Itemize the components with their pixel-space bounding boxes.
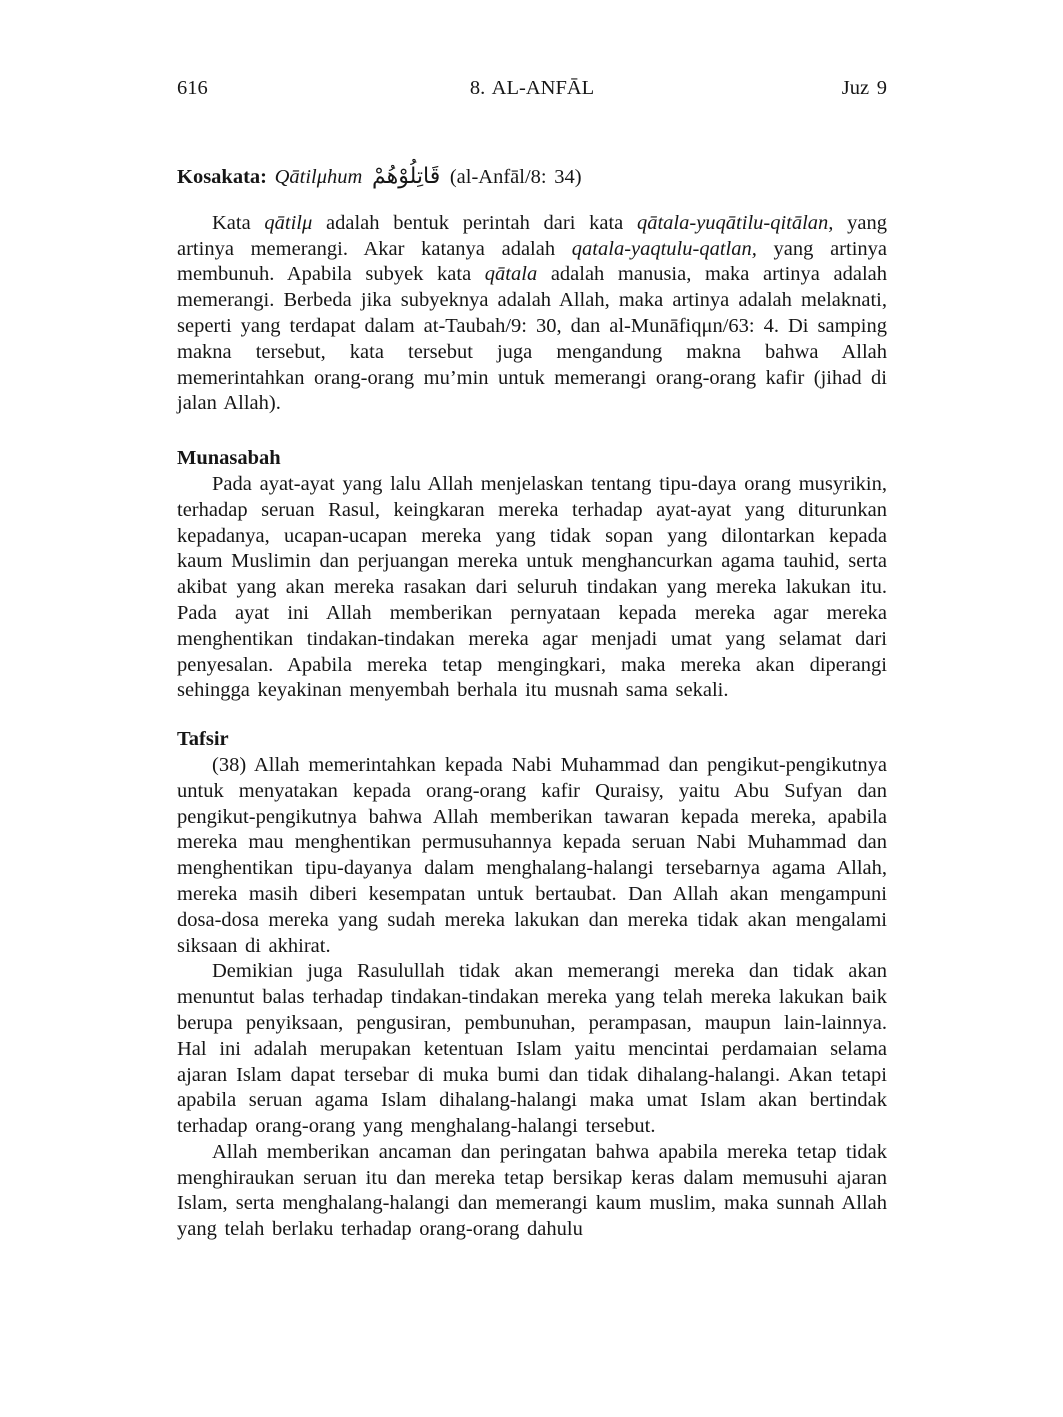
kosakata-reference: (al-Anfāl/8: 34)	[449, 165, 582, 188]
juz-label: Juz 9	[841, 77, 887, 99]
tafsir-paragraph-3: Allah memberikan ancaman dan peringatan bahwa apabila mereka tetap tidak menghiraukan seruan itu dan mereka tetap bersikap keras dalam memusuhi ajaran Islam, serta menghalang-halangi dan memerangi kaum muslim, maka sunnah Allah yang telah berlaku terhadap orang-orang dahulu	[177, 1140, 887, 1241]
page-content	[177, 76, 887, 1243]
munasabah-heading: Munasabah	[177, 447, 281, 470]
munasabah-paragraph: Pada ayat-ayat yang lalu Allah menjelaskan tentang tipu-daya orang musyrikin, terhadap seruan Rasul, keingkaran mereka terhadap ayat-ayat yang diturunkan kepadanya, ucapan-ucapan mereka yang tidak sopan yang dilontarkan kepada kaum Muslimin dan perjuangan mereka untuk menghancurkan agama tauhid, serta akibat yang akan mereka rasakan dari seluruh tindakan yang mereka lakukan itu. Pada ayat ini Allah memberikan pernyataan kepada mereka agar mereka menghentikan tindakan-tindakan mereka agar menjadi umat yang selamat dari penyesalan. Apabila mereka tetap mengingkari, maka mereka akan diperangi sehingga keyakinan menyembah berhala itu musnah sama sekali.	[177, 472, 887, 702]
kosakata-term-arabic: قَاتِلُوْهُمْ	[371, 163, 441, 189]
kosakata-line	[177, 162, 887, 192]
tafsir-paragraph-1: (38) Allah memerintahkan kepada Nabi Muhammad dan pengikut-pengikutnya untuk menyatakan kepada orang-orang kafir Quraisy, yaitu Abu Sufyan dan pengikut-pengikutnya bahwa Allah memberikan tawaran kepada mereka, apabila mereka mau menghentikan permusuhannya kepada seruan Nabi Muhammad dan menghentikan tipu-dayanya dalam menghalang-halangi tersebarnya agama Allah, mereka masih diberi kesempatan untuk bertaubat. Dan Allah akan mengampuni dosa-dosa mereka yang sudah mereka lakukan dan mereka tidak akan mengalami siksaan di akhirat.	[177, 753, 887, 957]
kosakata-label: Kosakata:	[177, 165, 267, 188]
kosakata-term-latin: Qātilμhum	[274, 165, 363, 188]
page-number: 616	[177, 77, 208, 99]
tafsir-paragraph-2: Demikian juga Rasulullah tidak akan memerangi mereka dan tidak akan menuntut balas terhadap tindakan-tindakan mereka yang telah mereka lakukan baik berupa penyiksaan, pengusiran, pembunuhan, perampasan, maupun lain-lainnya. Hal ini adalah merupakan ketentuan Islam yaitu mencintai perdamaian selama ajaran Islam dapat tersebar di muka bumi dan tidak dihalang-halangi. Akan tetapi apabila seruan agama Islam dihalang-halangi maka umat Islam akan bertindak terhadap orang-orang yang menghalang-halangi tersebut.	[177, 960, 887, 1138]
tafsir-heading: Tafsir	[177, 728, 229, 751]
page-header	[177, 76, 887, 102]
kosakata-paragraph: Kata qātilμ adalah bentuk perintah dari kata qātala-yuqātilu-qitālan, yang artinya memerangi. Akar katanya adalah qatala-yaqtulu-qatlan, yang artinya membunuh. Apabila subyek kata qātala adalah manusia, maka artinya adalah memerangi. Berbeda jika subyeknya adalah Allah, maka artinya adalah melaknati, seperti yang terdapat dalam at-Taubah/9: 30, dan al-Munāfiqμn/63: 4. Di samping makna tersebut, kata tersebut juga mengandung makna bahwa Allah memerintahkan orang-orang mu’min untuk memerangi orang-orang kafir (jihad di jalan Allah).	[177, 211, 888, 415]
surah-title: 8. AL-ANFĀL	[469, 77, 595, 99]
